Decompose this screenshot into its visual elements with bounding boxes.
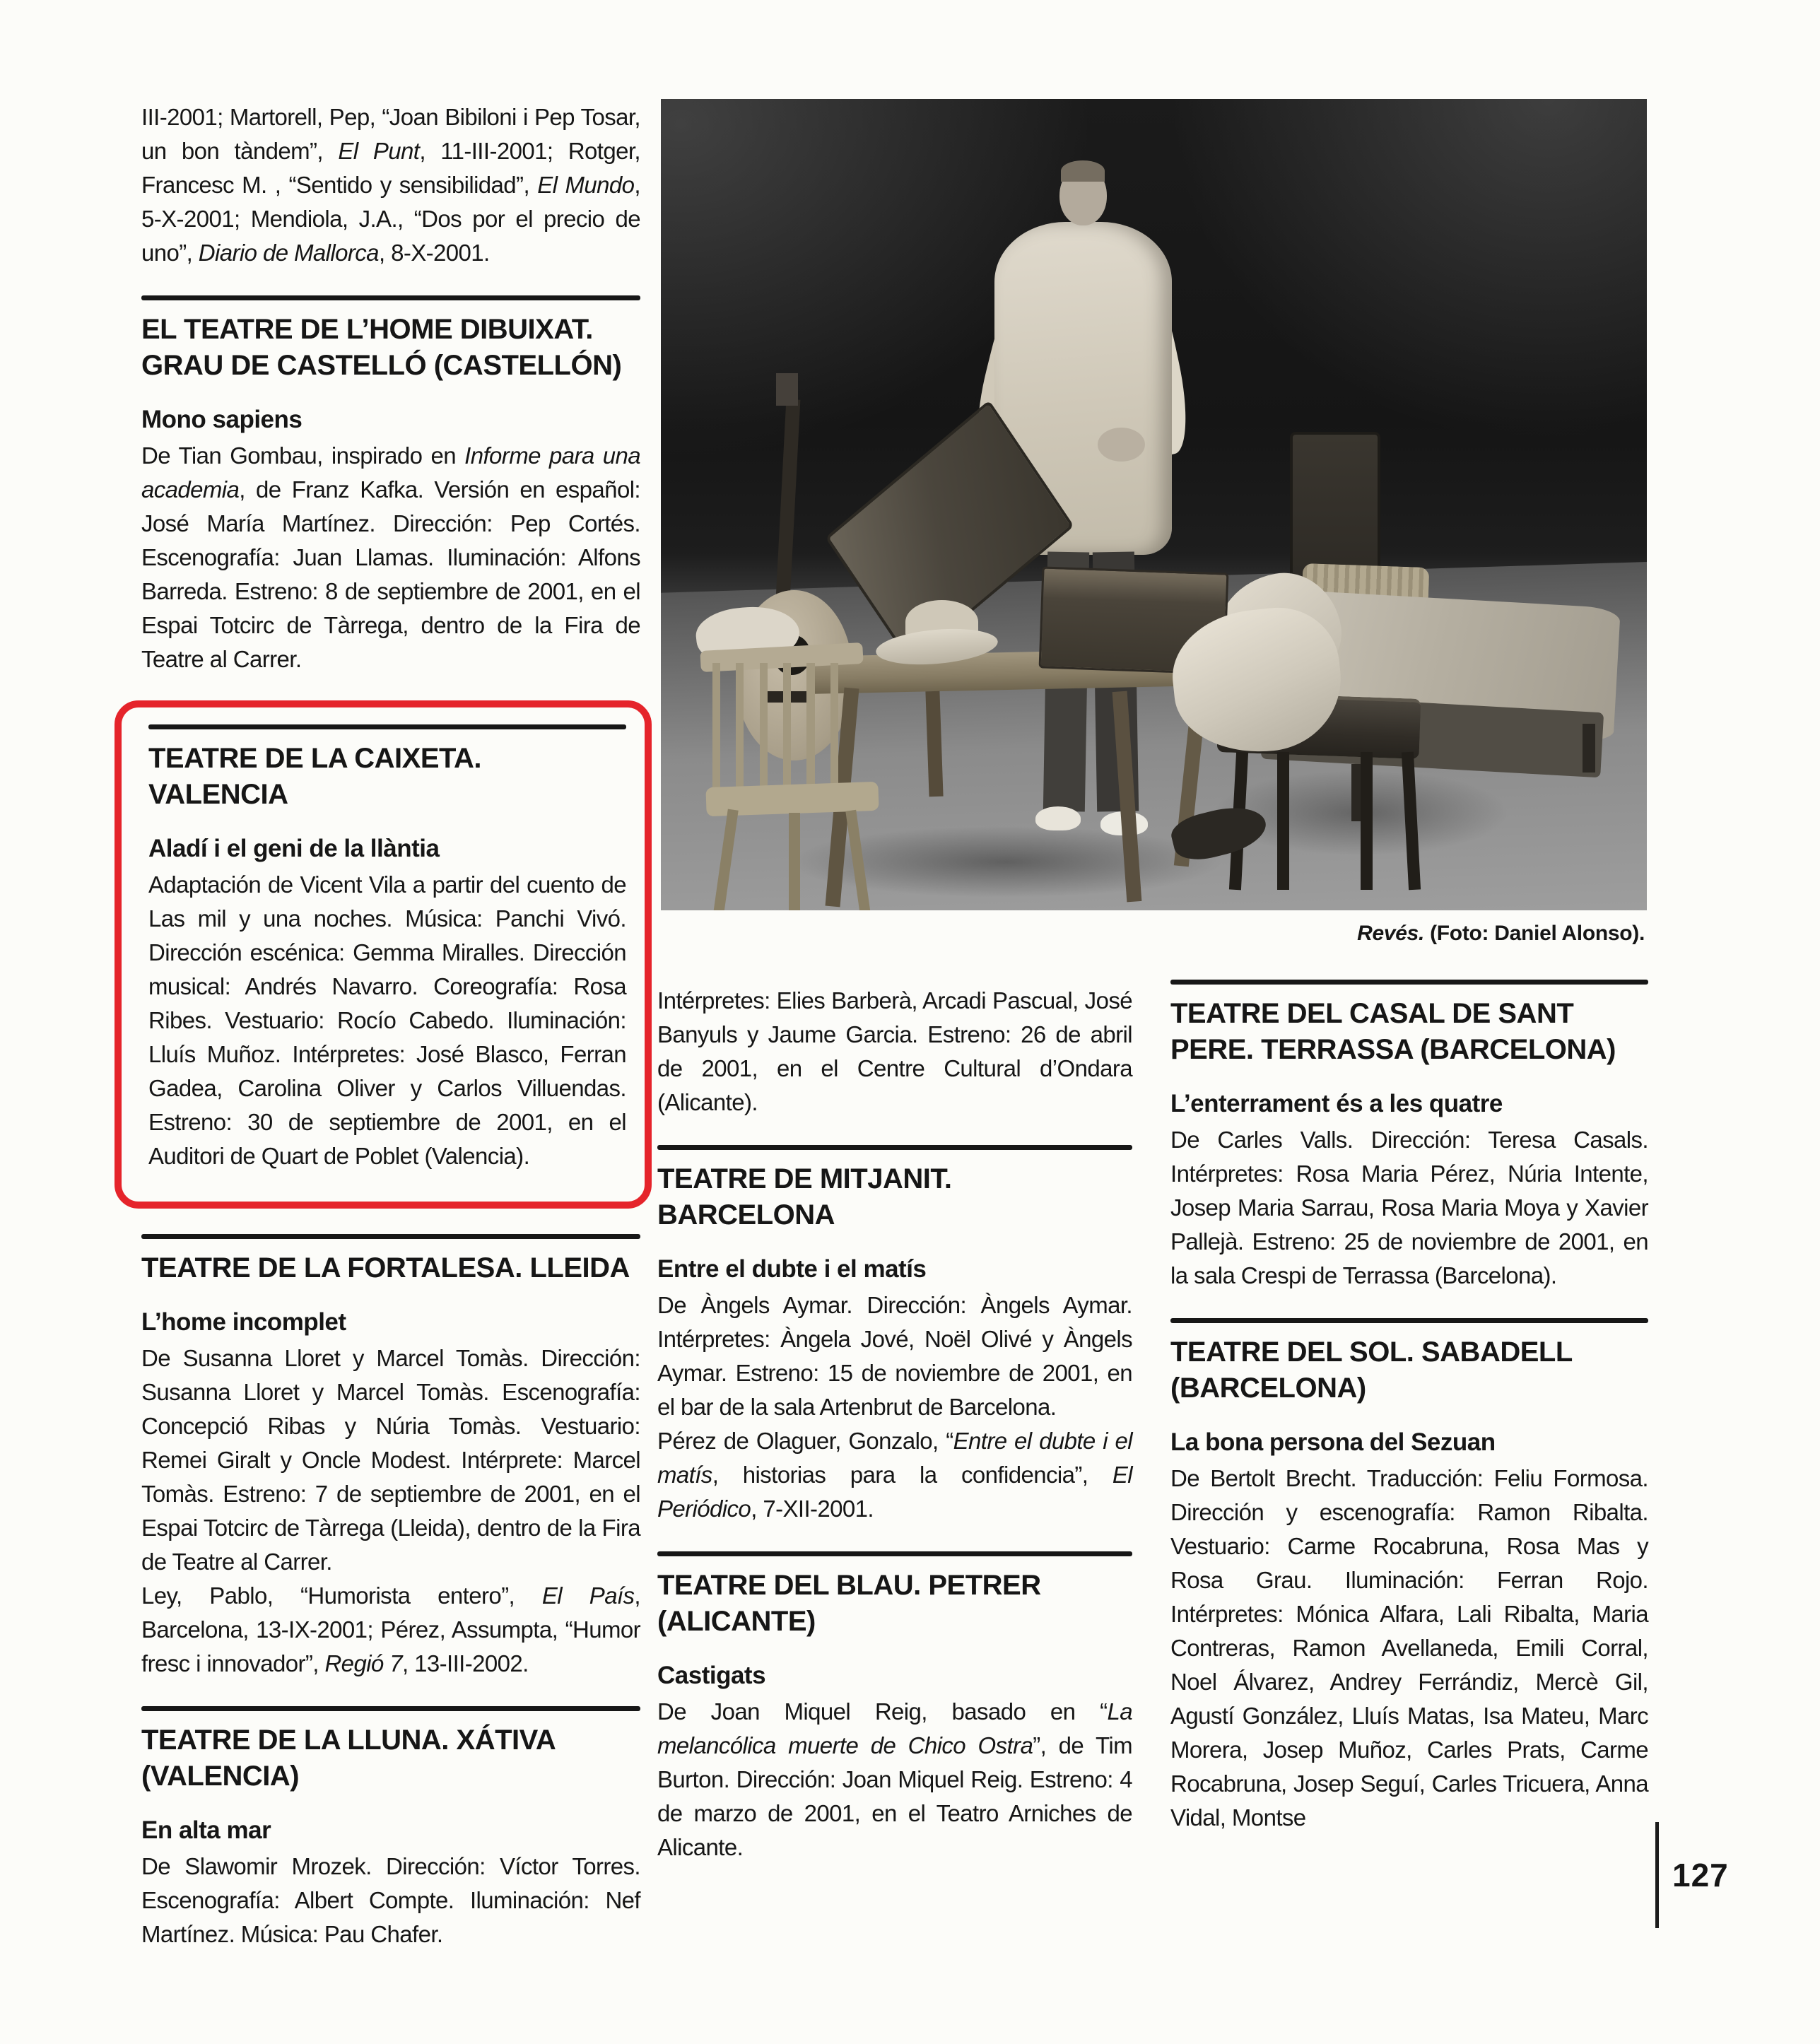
right-column <box>1170 980 1648 1835</box>
chair-spindle <box>712 663 720 789</box>
section-mitjanit <box>657 1145 1132 1526</box>
photo-caption-title: Revés. <box>1357 922 1425 945</box>
chair-spindle <box>760 663 768 789</box>
photo-caption-credit: (Foto: Daniel Alonso). <box>1424 922 1645 945</box>
left-column <box>141 100 640 1951</box>
section-rule <box>141 1706 640 1711</box>
section-rule <box>148 724 626 729</box>
section-heading: TEATRE DE LA FORTALESA. LLEIDA <box>141 1252 630 1284</box>
section-rule <box>141 1234 640 1239</box>
actor-shoe <box>1035 806 1081 830</box>
bed-leg <box>1583 724 1595 773</box>
show-title: L’home incomplet <box>141 1308 346 1336</box>
show-title: La bona persona del Sezuan <box>1170 1428 1496 1456</box>
actor-hands <box>1098 428 1145 462</box>
show-title: L’enterrament és a les quatre <box>1170 1090 1503 1117</box>
show-details: De Joan Miquel Reig, basado en “La melancólica muerte de Chico Ostra”, de Tim Burton. Dirección: Joan Miquel Reig. Estreno: 4 de marzo de 2001, en el Teatro Arniches de Alicante. <box>657 1698 1132 1860</box>
chair-leg <box>789 813 799 910</box>
section-rule <box>141 295 640 300</box>
section-heading: TEATRE DEL BLAU. PETRER (ALICANTE) <box>657 1570 1041 1637</box>
show-bibliography: Pérez de Olaguer, Gonzalo, “Entre el dubte i el matís, historias para la confidencia”, El Periódico, 7-XII-2001. <box>657 1428 1133 1522</box>
page-number-rule <box>1655 1822 1659 1928</box>
photo-caption <box>661 922 1645 946</box>
show-details: Adaptación de Vicent Vila a partir del cuento de Las mil y una noches. Música: Panchi Vivó. Dirección escénica: Gemma Miralles. Dirección musical: Andrés Navarro. Coreografía: Rosa Ribes. Vestuario: Rocío Cabedo. Iluminación: Lluís Muñoz. Intérpretes: José Blasco, Ferran Gadea, Carolina Oliver y Carlos Villuendas. Estreno: 30 de septiembre de 2001, en el Auditori de Quart de Poblet (Valencia). <box>148 871 626 1169</box>
entry-continuation: Intérpretes: Elies Barberà, Arcadi Pascual, José Banyuls y Jaume Garcia. Estreno: 26 de abril de 2001, en el Centre Cultural d’Ondara (Alicante). <box>657 987 1132 1115</box>
show-title: Castigats <box>657 1662 766 1689</box>
section-rule <box>657 1145 1132 1150</box>
show-details: De Slawomir Mrozek. Dirección: Víctor Torres. Escenografía: Albert Compte. Iluminación: Nef Martínez. Música: Pau Chafer. <box>141 1853 640 1947</box>
section-rule <box>1170 980 1648 985</box>
section-casal-sant-pere <box>1170 980 1648 1293</box>
bench-leg <box>1361 752 1373 890</box>
chair-spindle <box>830 663 838 789</box>
actor-hair <box>1061 160 1104 182</box>
section-heading: TEATRE DEL CASAL DE SANT PERE. TERRASSA (BARCELONA) <box>1170 998 1616 1065</box>
show-title: Aladí i el geni de la llàntia <box>148 835 440 862</box>
section-sol-sabadell <box>1170 1318 1648 1835</box>
section-rule <box>657 1551 1132 1556</box>
section-caixeta <box>148 724 626 1173</box>
show-details: De Susanna Lloret y Marcel Tomàs. Dirección: Susanna Lloret y Marcel Tomàs. Escenografía: Concepció Ribas y Núria Tomàs. Vestuario: Remei Giralt y Oncle Modest. Intérprete: Marcel Tomàs. Estreno: 7 de septiembre de 2001, en el Espai Totcirc de Tàrrega (Lleida), dentro de la Fira de Teatre al Carrer. <box>141 1345 640 1575</box>
bench-leg <box>1277 752 1289 890</box>
stage-photo <box>661 99 1647 910</box>
section-heading: TEATRE DE LA CAIXETA. VALENCIA <box>148 743 481 810</box>
guitar-headstock <box>776 373 798 406</box>
section-home-dibuixat <box>141 295 640 676</box>
show-title: Entre el dubte i el matís <box>657 1255 927 1283</box>
bibliography-continuation: III-2001; Martorell, Pep, “Joan Bibiloni i Pep Tosar, un bon tàndem”, El Punt, 11-III-2001; Rotger, Francesc M. , “Sentido y sensibilidad”, El Mundo, 5-X-2001; Mendiola, J.A., “Dos por el precio de uno”, Diario de Mallorca, 8-X-2001. <box>141 104 640 266</box>
red-highlight-box <box>115 700 652 1209</box>
show-details: De Carles Valls. Dirección: Teresa Casals. Intérpretes: Rosa Maria Pérez, Núria Intente, Josep Maria Sarrau, Rosa Maria Moya y Xavier Pallejà. Estreno: 25 de noviembre de 2001, en la sala Crespi de Terrassa (Barcelona). <box>1170 1127 1648 1288</box>
show-title: Mono sapiens <box>141 406 303 433</box>
section-heading: EL TEATRE DE L’HOME DIBUIXAT. GRAU DE CASTELLÓ (CASTELLÓN) <box>141 314 622 381</box>
show-details: De Àngels Aymar. Dirección: Àngels Aymar. Intérpretes: Àngela Jové, Noël Olivé y Àngels Aymar. Estreno: 15 de noviembre de 2001, en el bar de la sala Artenbrut de Barcelona. <box>657 1292 1132 1420</box>
section-heading: TEATRE DEL SOL. SABADELL (BARCELONA) <box>1170 1337 1573 1404</box>
section-blau <box>657 1551 1132 1864</box>
chair-spindle <box>806 663 814 789</box>
section-heading: TEATRE DE MITJANIT. BARCELONA <box>657 1163 952 1230</box>
show-details: De Bertolt Brecht. Traducción: Feliu Formosa. Dirección y escenografía: Ramon Ribalta. Vestuario: Carme Rocabruna, Rosa Mas y Rosa Grau. Iluminación: Ferran Rojo. Intérpretes: Mónica Alfara, Lali Ribalta, Maria Contreras, Ramon Avellaneda, Emili Corral, Noel Álvarez, Andrey Ferrándiz, Mercè Gil, Agustí González, Lluís Matas, Isa Mateu, Marc Morera, Josep Muñoz, Carles Prats, Carme Rocabruna, Josep Seguí, Carles Tricuera, Anna Vidal, Montse <box>1170 1465 1648 1831</box>
section-rule <box>1170 1318 1648 1323</box>
show-bibliography: Ley, Pablo, “Humorista entero”, El País, Barcelona, 13-IX-2001; Pérez, Assumpta, “Humor fresc i innovador”, Regió 7, 13-III-2002. <box>141 1582 640 1676</box>
middle-column <box>657 984 1132 1864</box>
section-lluna <box>141 1706 640 1951</box>
section-heading: TEATRE DE LA LLUNA. XÁTIVA (VALENCIA) <box>141 1725 555 1792</box>
chair-spindle <box>783 663 791 789</box>
page-number: 127 <box>1672 1857 1729 1893</box>
chair-spindle <box>736 663 744 789</box>
show-title: En alta mar <box>141 1816 271 1844</box>
section-fortalesa <box>141 1234 640 1681</box>
show-details: De Tian Gombau, inspirado en Informe para una academia, de Franz Kafka. Versión en español: José María Martínez. Dirección: Pep Cortés. Escenografía: Juan Llamas. Iluminación: Alfons Barreda. Estreno: 8 de septiembre de 2001, en el Espai Totcirc de Tàrrega, dentro de la Fira de Teatre al Carrer. <box>141 442 640 672</box>
